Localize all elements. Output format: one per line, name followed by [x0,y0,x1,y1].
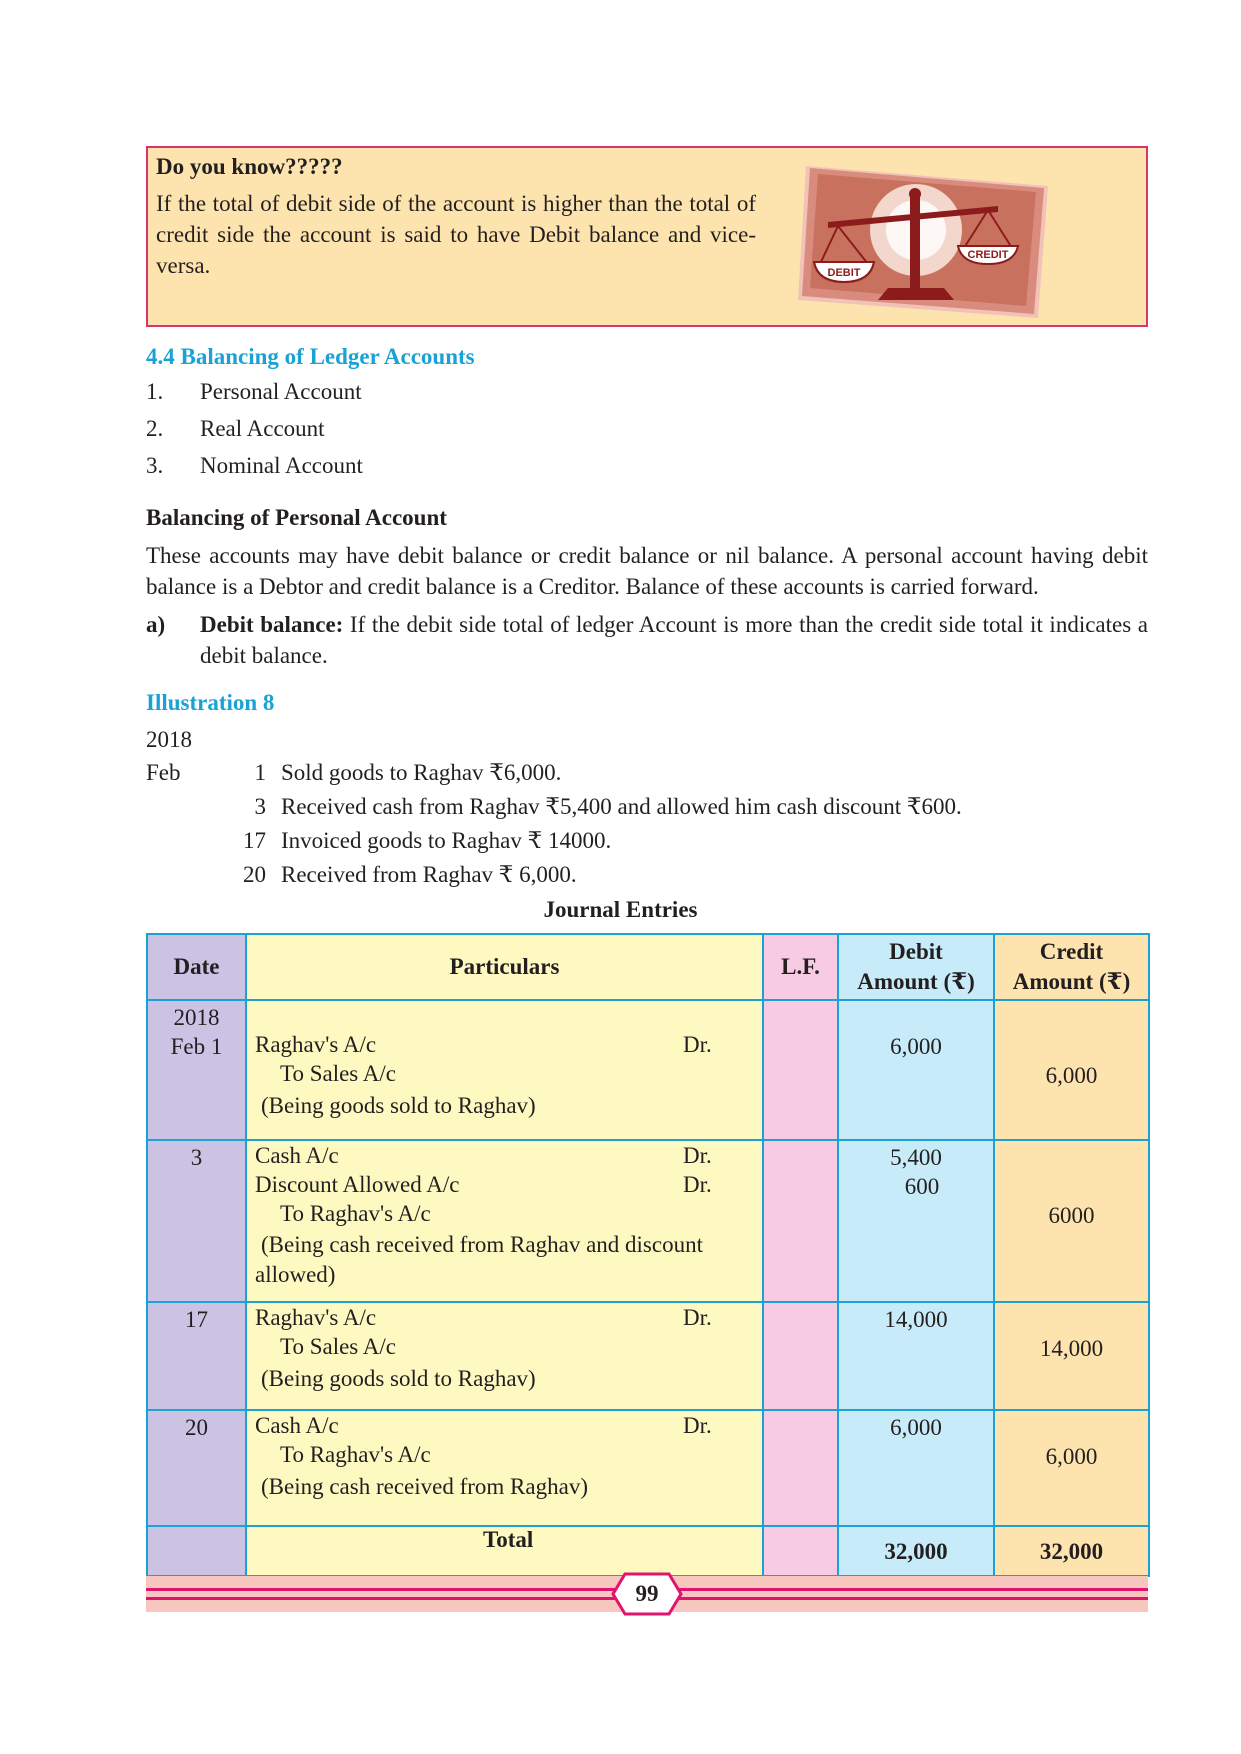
illustration-heading: Illustration 8 [146,690,275,715]
point-text: If the debit side total of ledger Account is more than the credit side total it indicates a debit balance. [200,612,1148,668]
total-date-cell [147,1526,246,1576]
debit-amount: 600 [904,1174,940,1199]
total-label: Total [246,1526,763,1576]
debit-header-line1: Debit [889,939,943,964]
entry-credit [994,1000,1149,1140]
entry-date [147,1140,246,1302]
debit-header [838,934,994,1000]
point-lead: Debit balance: [200,612,344,637]
narration-text: (Being cash received from Raghav and discount allowed) [255,1232,703,1287]
debit-account-name: Raghav's A/c [255,1032,377,1057]
debit-account [247,1411,762,1440]
entry-particulars [246,1410,763,1526]
do-you-know-box [146,146,1148,327]
dr-label: Dr. [683,1172,712,1197]
date-year: 2018 [173,1005,220,1030]
do-you-know-text: If the total of debit side of the account is higher than the total of credit side the account is said to have Debit balance and vice-versa. [156,191,756,278]
page-number-badge [611,1571,683,1617]
debit-amount: 6,000 [890,1034,942,1059]
page-number: 99 [635,1581,659,1606]
total-row [147,1526,1149,1576]
entry-particulars [246,1000,763,1140]
transaction-row [146,828,1146,862]
entry-date [147,1410,246,1526]
illustration-year: 2018 [146,727,192,752]
credit-amount: 14,000 [1039,1336,1104,1361]
debit-account [247,1303,762,1332]
particulars-header: Particulars [246,934,763,1000]
transaction-row [146,794,1146,828]
entry-debit [838,1140,994,1302]
list-number: 2. [146,416,164,441]
total-debit: 32,000 [838,1526,994,1576]
table-row [147,1000,1149,1140]
entry-date [147,1000,246,1140]
dr-label: Dr. [683,1143,712,1168]
debit-pan-label: DEBIT [827,267,861,279]
total-lf-cell [763,1526,838,1576]
dr-label: Dr. [683,1305,712,1330]
table-row [147,1140,1149,1302]
transaction-text: Received cash from Raghav ₹5,400 and allowed him cash discount ₹600. [281,794,962,819]
list-number: 3. [146,453,164,478]
transaction-text: Sold goods to Raghav ₹6,000. [281,760,562,785]
credit-header-line2: Amount (₹) [1012,969,1131,994]
point-marker: a) [146,612,166,637]
dr-label: Dr. [683,1413,712,1438]
entry-date [147,1302,246,1410]
entry-particulars [246,1302,763,1410]
debit-amount: 14,000 [884,1307,948,1332]
debit-account-name: Cash A/c [255,1413,339,1438]
narration [247,1230,762,1290]
date-day: Feb 1 [170,1034,223,1059]
date-header: Date [147,934,246,1000]
credit-amount: 6000 [1048,1203,1095,1228]
date-day: 20 [185,1415,208,1440]
dr-label: Dr. [683,1032,712,1057]
transaction-text: Invoiced goods to Raghav ₹ 14000. [281,828,612,853]
entry-credit [994,1140,1149,1302]
debit-amount: 5,400 [890,1145,942,1170]
debit-amount: 6,000 [890,1415,942,1440]
credit-account: To Sales A/c [280,1334,396,1359]
list-label: Nominal Account [200,453,363,478]
personal-account-heading: Balancing of Personal Account [146,505,447,530]
credit-header [994,934,1149,1000]
credit-amount: 6,000 [1045,1444,1098,1469]
table-header-row [147,934,1149,1000]
section-heading: 4.4 Balancing of Ledger Accounts [146,344,475,369]
transaction-day: 1 [254,760,266,785]
transaction-row [146,862,1146,896]
credit-account: To Raghav's A/c [280,1442,431,1467]
debit-account-name: Raghav's A/c [255,1305,377,1330]
transaction-day: 20 [243,862,266,887]
balance-scale-illustration [798,160,1053,320]
date-day: 17 [185,1307,208,1332]
entry-credit [994,1410,1149,1526]
entry-lf [763,1410,838,1526]
debit-account-name: Cash A/c [255,1143,339,1168]
narration: (Being goods sold to Raghav) [261,1093,536,1118]
entry-particulars [246,1140,763,1302]
entry-lf [763,1140,838,1302]
credit-pan-label: CREDIT [967,249,1009,261]
page-footer [146,1576,1148,1614]
entry-credit [994,1302,1149,1410]
entry-debit [838,1000,994,1140]
debit-account [247,1170,762,1199]
date-day: 3 [190,1145,203,1170]
transaction-day: 3 [254,794,266,819]
credit-account: To Sales A/c [280,1061,396,1086]
debit-account [247,1030,762,1059]
personal-account-paragraph: These accounts may have debit balance or credit balance or nil balance. A personal account having debit balance is a Debtor and credit balance is a Creditor. Balance of these accounts is carried forward. [146,543,1148,599]
total-credit: 32,000 [994,1526,1149,1576]
transaction-text: Received from Raghav ₹ 6,000. [281,862,577,887]
list-label: Real Account [200,416,325,441]
credit-account: To Raghav's A/c [280,1201,431,1226]
journal-table [146,933,1150,1577]
transaction-month: Feb [146,760,181,785]
list-label: Personal Account [200,379,362,404]
debit-account-name: Discount Allowed A/c [255,1172,460,1197]
entry-debit [838,1410,994,1526]
list-number: 1. [146,379,164,404]
debit-header-line2: Amount (₹) [857,969,975,994]
debit-balance-point [146,609,1148,671]
credit-header-line1: Credit [1039,939,1104,964]
credit-amount: 6,000 [1045,1063,1098,1088]
entry-lf [763,1000,838,1140]
narration: (Being cash received from Raghav) [261,1474,588,1499]
transaction-row [146,760,1146,794]
entry-debit [838,1302,994,1410]
table-row [147,1302,1149,1410]
journal-title: Journal Entries [543,897,698,922]
transaction-day: 17 [243,828,266,853]
table-row [147,1410,1149,1526]
lf-header: L.F. [763,934,838,1000]
entry-lf [763,1302,838,1410]
narration: (Being goods sold to Raghav) [261,1366,536,1391]
do-you-know-title: Do you know????? [156,154,343,179]
debit-account [247,1141,762,1170]
